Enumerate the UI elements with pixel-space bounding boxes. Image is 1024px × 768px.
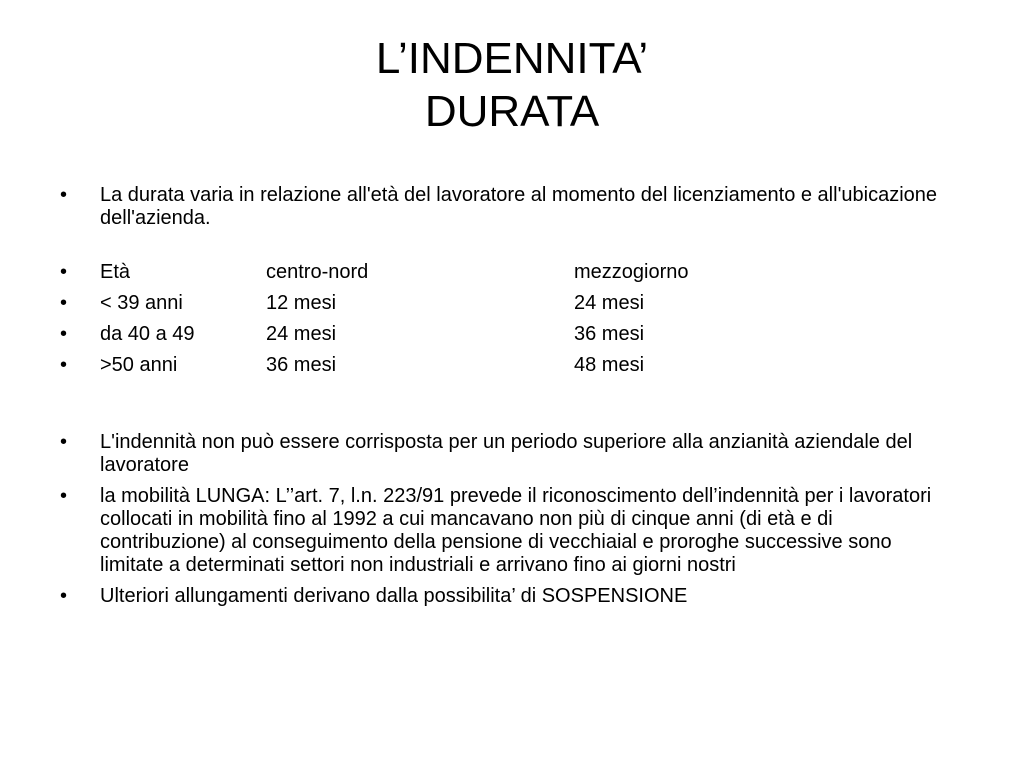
row-mezzogiorno: 48 mesi [574, 354, 645, 376]
row-mezzogiorno: 24 mesi [574, 292, 645, 314]
title-line-1: L’INDENNITA’ [375, 34, 649, 83]
row-centro-nord: 36 mesi [266, 354, 337, 376]
bullet-text: La durata varia in relazione all'età del lavoratore al momento del licenziamento e all'ubicazione dell'azienda. [100, 184, 938, 229]
bullet-text: L'indennità non può essere corrisposta per un periodo superiore alla anzianità aziendale del lavoratore [100, 431, 913, 476]
bullet-intro [60, 184, 960, 230]
bullet-glyph: • [60, 292, 68, 314]
duration-table-row [60, 292, 960, 315]
row-centro-nord: 24 mesi [266, 323, 337, 345]
bullet-glyph: • [60, 431, 68, 453]
header-age: Età [100, 261, 131, 283]
bullet-text: Ulteriori allungamenti derivano dalla possibilita’ di SOSPENSIONE [100, 585, 688, 607]
slide-content [60, 184, 960, 608]
duration-table-row [60, 354, 960, 377]
title-line-2: DURATA [424, 87, 600, 136]
bullet-glyph: • [60, 585, 68, 607]
row-age: < 39 anni [100, 292, 183, 314]
bullet-glyph: • [60, 184, 68, 206]
slide-title [0, 32, 1024, 138]
bullet-note [60, 431, 960, 477]
bullet-glyph: • [60, 261, 68, 283]
bullet-glyph: • [60, 485, 68, 507]
bullet-glyph: • [60, 323, 68, 345]
row-mezzogiorno: 36 mesi [574, 323, 645, 345]
bullet-glyph: • [60, 354, 68, 376]
row-age: da 40 a 49 [100, 323, 195, 345]
bullet-note [60, 485, 960, 577]
duration-table-header [60, 261, 960, 284]
duration-table-row [60, 323, 960, 346]
row-age: >50 anni [100, 354, 178, 376]
bullet-note [60, 585, 960, 608]
header-mezzogiorno: mezzogiorno [574, 261, 689, 283]
bullet-text: la mobilità LUNGA: L’’art. 7, l.n. 223/91 prevede il riconoscimento dell’indennità per i lavoratori collocati in mobilità fino al 1992 a cui mancavano non più di cinque anni (di età e di contribuzione) al conseguimento della pensione di vecchiaial e proroghe successive sono limitate a determinati settori non industriali e arrivano fino ai giorni nostri [100, 485, 932, 576]
header-centro-nord: centro-nord [266, 261, 369, 283]
row-centro-nord: 12 mesi [266, 292, 337, 314]
